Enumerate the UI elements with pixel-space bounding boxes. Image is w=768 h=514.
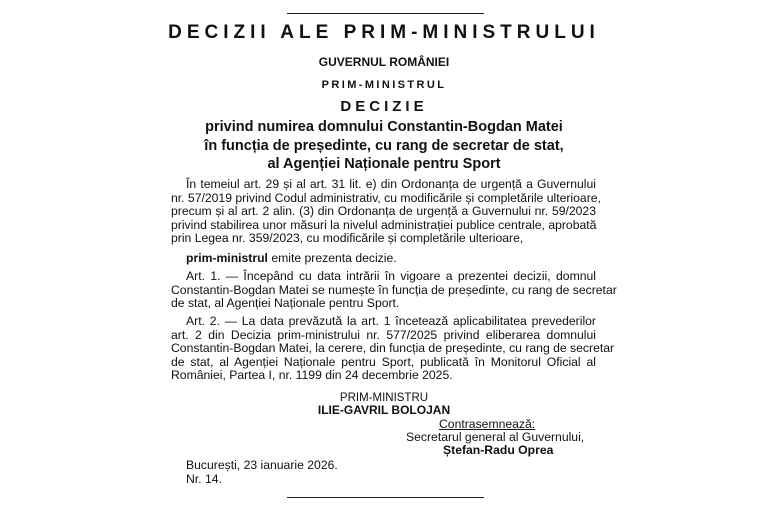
enactment-text: emite prezenta decizie. (267, 251, 397, 265)
section-title: DECIZII ALE PRIM-MINISTRULUI (168, 22, 600, 43)
place-date: București, 23 ianuarie 2026. (186, 458, 338, 472)
signatory-title: PRIM-MINISTRU (339, 392, 429, 404)
top-divider (287, 13, 484, 14)
preamble-line: nr. 57/2019 privind Codul administrativ, cu modificările și completările ulterioare, (171, 190, 601, 205)
issuer: GUVERNUL ROMÂNIEI (318, 55, 450, 69)
decision-number: Nr. 14. (186, 472, 222, 486)
decision-subject-line: al Agenției Naționale pentru Sport (267, 156, 501, 172)
article-2 (171, 314, 615, 383)
decision-heading: DECIZIE (340, 98, 428, 115)
countersign-role: Secretarul general al Guvernului, (406, 430, 585, 444)
article-2-line: Art. 2. — La data prevăzută la art. 1 încetează aplicabilitatea prevederilor (186, 314, 596, 328)
decision-subject-line: în funcția de președinte, cu rang de secretar de stat, (204, 138, 564, 154)
office: PRIM-MINISTRUL (321, 79, 447, 91)
preamble-line: prin Legea nr. 359/2023, cu modificările și completările ulterioare, (171, 231, 524, 246)
preamble-line: precum și al art. 2 alin. (3) din Ordonanța de urgență a Guvernului nr. 59/2023 (171, 204, 596, 219)
bottom-divider (287, 497, 484, 498)
countersign-label: Contrasemnează: (439, 417, 536, 431)
preamble-line: privind stabilirea unor măsuri la nivelul administrației publice centrale, aprobată (171, 217, 597, 232)
countersign-name: Ștefan-Radu Oprea (443, 443, 554, 457)
enactment-clause (186, 251, 397, 265)
preamble-line: În temeiul art. 29 și al art. 31 lit. e) din Ordonanța de urgență a Guvernului (186, 177, 596, 191)
signatory-name: ILIE-GAVRIL BOLOJAN (317, 403, 451, 417)
article-2-line: României, Partea I, nr. 1199 din 24 decembrie 2025. (171, 368, 453, 383)
article-1-line: Art. 1. — Începând cu data intrării în vigoare a prezentei decizii, domnul (186, 269, 596, 283)
preamble-paragraph (171, 177, 601, 246)
decision-subject-line: privind numirea domnului Constantin-Bogdan Matei (205, 119, 563, 135)
article-2-line: art. 2 din Decizia prim-ministrului nr. 577/2025 privind eliberarea domnului (171, 327, 596, 342)
article-2-line: Constantin-Bogdan Matei, la cerere, din funcția de președinte, cu rang de secretar (171, 341, 615, 356)
enactment-subject: prim-ministrul (186, 251, 268, 265)
article-1 (171, 269, 617, 311)
article-1-line: Constantin-Bogdan Matei se numește în funcția de președinte, cu rang de secretar (171, 282, 617, 297)
article-2-line: de stat, al Agenției Naționale pentru Sport, publicată în Monitorul Oficial al (171, 354, 596, 369)
article-1-line: de stat, al Agenției Naționale pentru Sport. (171, 296, 400, 311)
